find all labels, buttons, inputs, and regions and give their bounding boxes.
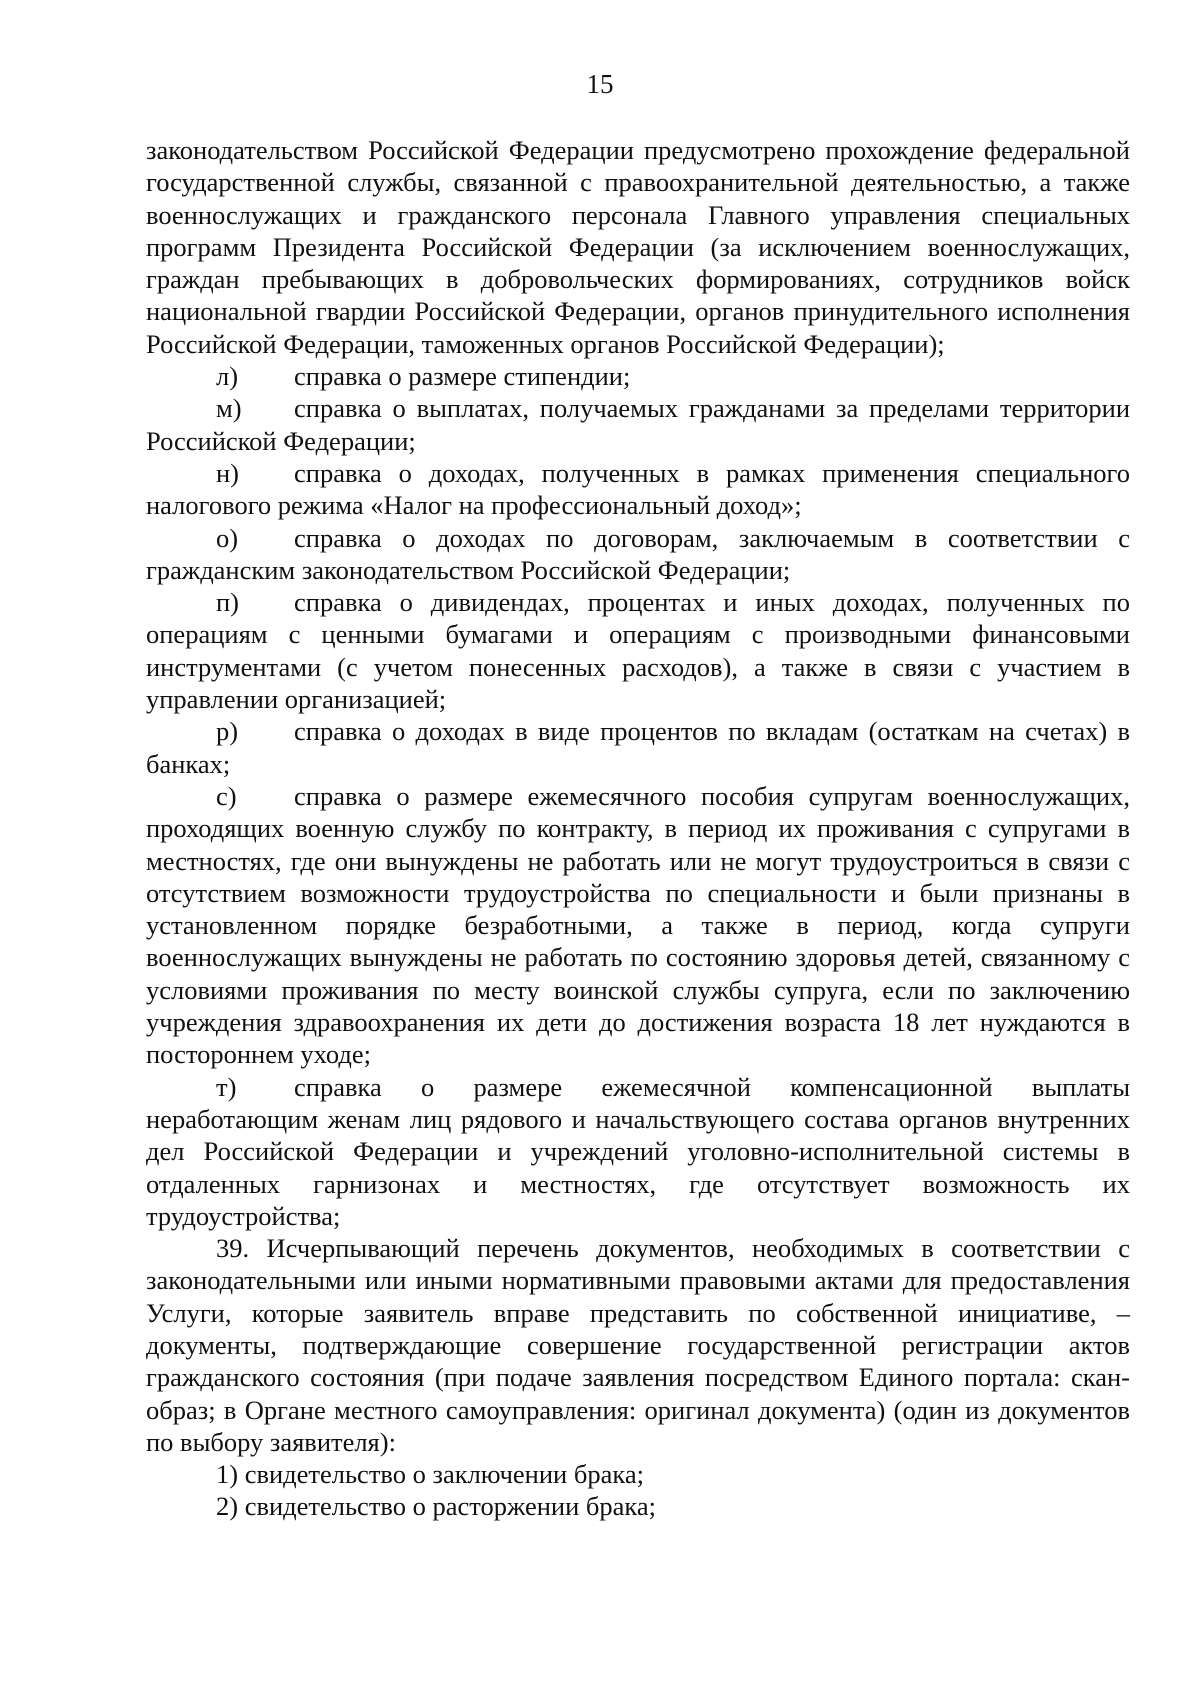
list-item-n [146, 457, 1130, 522]
list-item-text: справка о размере стипендии; [294, 361, 631, 392]
list-item-p [146, 586, 1130, 715]
list-item-text: справка о дивидендах, процентах и иных доходах, полученных по операциям с ценными бумагами и операциям с производными финансовыми инструментами (с учетом понесенных расходов), а также в связи с участием в управлении организацией; [146, 587, 1130, 715]
list-item-s [146, 780, 1130, 1071]
list-marker: т) [216, 1071, 237, 1102]
list-marker: р) [216, 716, 239, 747]
list-item-text: справка о доходах в виде процентов по вкладам (остаткам на счетах) в банках; [146, 716, 1130, 779]
list-item-r [146, 715, 1130, 780]
list-marker: о) [216, 522, 239, 553]
page-number: 15 [586, 69, 614, 99]
list-item-text: справка о размере ежемесячного пособия супругам военнослужащих, проходящих военную службу по контракту, в период их проживания с супругами в местностях, где они вынуждены не работать или не могут трудоустроиться в связи с отсутствием возможности трудоустройства по специальности и были признаны в установленном порядке безработными, а также в период, когда супруги военнослужащих вынуждены не работать по состоянию здоровья детей, связанному с условиями проживания по месту воинской службы супруга, если по заключению учреждения здравоохранения их дети до достижения возраста 18 лет нуждаются в постороннем уходе; [146, 780, 1130, 1070]
numbered-item-2: 2) свидетельство о расторжении брака; [216, 1491, 656, 1522]
intro-paragraph: законодательством Российской Федерации предусмотрено прохождение федеральной государственной службы, связанной с правоохранительной деятельностью, а также военнослужащих и гражданского персонала Главного управления специальных программ Президента Российской Федерации (за исключением военнослужащих, граждан пребывающих в добровольческих формированиях, сотрудников войск национальной гвардии Российской Федерации, органов принудительного исполнения Российской Федерации, таможенных органов Российской Федерации); [146, 135, 1130, 359]
list-item-text: справка о размере ежемесячной компенсационной выплаты неработающим женам лиц рядового и начальствующего состава органов внутренних дел Российской Федерации и учреждений уголовно-исполнительной системы в отдаленных гарнизонах и местностях, где отсутствует возможность их трудоустройства; [146, 1071, 1130, 1231]
list-marker: н) [216, 457, 240, 488]
list-marker: л) [216, 361, 239, 392]
list-item-text: справка о доходах по договорам, заключаемым в соответствии с гражданским законодательством Российской Федерации; [146, 522, 1130, 585]
numbered-item-1: 1) свидетельство о заключении брака; [216, 1459, 644, 1490]
list-item-o [146, 522, 1130, 587]
document-body [146, 134, 1130, 1523]
list-item-text: справка о доходах, полученных в рамках применения специального налогового режима «Налог на профессиональный доход»; [146, 457, 1130, 521]
list-item-l [146, 360, 1130, 392]
list-marker: м) [216, 393, 242, 424]
list-marker: с) [216, 780, 237, 811]
section-39-paragraph: 39. Исчерпывающий перечень документов, необходимых в соответствии с законодательными или иными нормативными правовыми актами для предоставления Услуги, которые заявитель вправе представить по собственной инициативе, – документы, подтверждающие совершение государственной регистрации актов гражданского состояния (при подаче заявления посредством Единого портала: скан-образ; в Органе местного самоуправления: оригинал документа) (один из документов по выбору заявителя): [146, 1233, 1130, 1457]
list-marker: п) [216, 587, 240, 618]
list-item-m [146, 392, 1130, 457]
list-item-text: справка о выплатах, получаемых гражданами за пределами территории Российской Федерации; [146, 393, 1130, 456]
list-item-t [146, 1071, 1130, 1232]
